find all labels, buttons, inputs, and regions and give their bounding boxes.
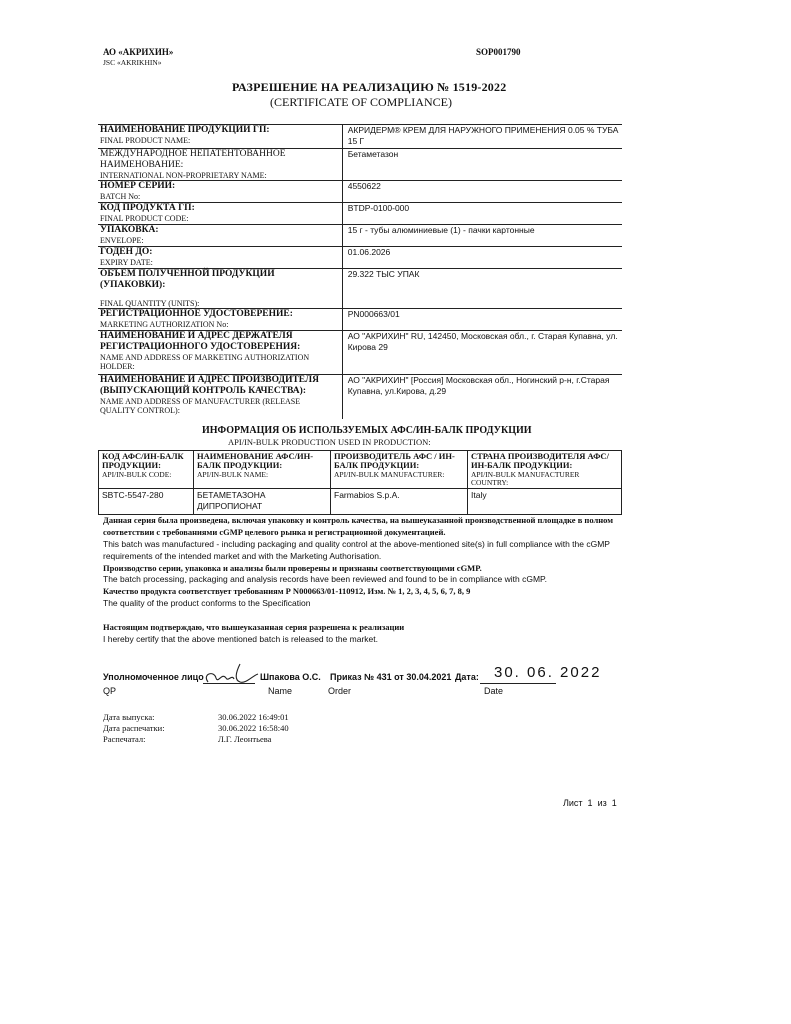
table-row [98,268,622,308]
table-row [99,489,622,515]
table-row [98,224,622,246]
quality-text-ru: Качество продукта соответствует требованиям Р N000663/01-110912, Изм. № 1, 2, 3, 4, 5, 6, 7, 8, 9 [103,586,471,597]
compliance-text-en: This batch was manufactured - including packaging and quality control at the above-mentioned site(s) in full compliance with the cGMP requirements of the intended market and with the Marketing Authorisation. [103,538,610,561]
print-date-label: Дата распечатки: [103,723,165,733]
table-row [98,246,622,268]
certificate-title: РАЗРЕШЕНИЕ НА РЕАЛИЗАЦИЮ № 1519-2022 [232,80,507,94]
page-number: Лист 1 из 1 [563,798,617,808]
table-row [98,202,622,224]
signed-date: 30. 06. 2022 [494,664,602,681]
row-value: АКРИДЕРМ® КРЕМ ДЛЯ НАРУЖНОГО ПРИМЕНЕНИЯ 0.05 % ТУБА 15 Г [342,125,622,149]
row-value: BTDP-0100-000 [342,202,622,224]
date-line [480,683,556,684]
api-section-subtitle: API/IN-BULK PRODUCTION USED IN PRODUCTION: [228,437,431,447]
row-label-en: FINAL PRODUCT NAME: [100,135,191,145]
compliance-text-ru: Данная серия была произведена, включая упаковку и контроль качества, на вышеуказанной производственной площадке в полном соответствии с требованиями cGMP целевого рынка и регистрационной документацией. [103,515,613,537]
row-label-ru: МЕЖДУНАРОДНОЕ НЕПАТЕНТОВАННОЕ НАИМЕНОВАНИЕ: [100,148,286,170]
row-label-ru: НАИМЕНОВАНИЕ И АДРЕС ДЕРЖАТЕЛЯ РЕГИСТРАЦИОННОГО УДОСТОВЕРЕНИЯ: [100,331,301,352]
row-label-ru: НАИМЕНОВАНИЕ И АДРЕС ПРОИЗВОДИТЕЛЯ (ВЫПУСКАЮЩИЙ КОНТРОЛЬ КАЧЕСТВА): [100,375,319,396]
row-value: Бетаметазон [342,148,622,180]
api-section-title: ИНФОРМАЦИЯ ОБ ИСПОЛЬЗУЕМЫХ АФС/ИН-БАЛК ПРОДУКЦИИ [202,425,532,436]
qp-name: Шпакова О.С. [260,672,321,682]
column-header-en: API/IN-BULK MANUFACTURER: [334,469,445,479]
api-manufacturer: Farmabios S.p.A. [331,489,468,515]
table-row [98,125,622,149]
product-info-table [98,124,622,419]
printed-by-label: Распечатал: [103,734,146,744]
order-label-en: Order [328,686,352,696]
row-label-en: FINAL PRODUCT CODE: [100,213,189,223]
table-header-row [99,451,622,489]
row-label-en: FINAL QUANTITY (UNITS): [100,298,200,308]
row-value: АО "АКРИХИН" RU, 142450, Московская обл., г. Старая Купавна, ул. Кирова 29 [342,331,622,375]
name-label-en: Name [268,686,293,696]
column-header-ru: НАИМЕНОВАНИЕ АФС/ИН-БАЛК ПРОДУКЦИИ: [197,451,314,471]
signature-line [203,683,255,684]
date-label: Дата: [455,672,479,682]
column-header-en: API/IN-BULK MANUFACTURER COUNTRY: [471,469,580,487]
row-label-ru: УПАКОВКА: [100,224,159,235]
row-value: АО "АКРИХИН" [Россия] Московская обл., Ногинский р-н, г.Старая Купавна, ул.Кирова, д.29 [342,375,622,419]
row-label-ru: НОМЕР СЕРИИ: [100,180,176,191]
issue-date-value: 30.06.2022 16:49:01 [218,712,289,722]
column-header-en: API/IN-BULK NAME: [197,469,269,479]
row-label-en: INTERNATIONAL NON-PROPRIETARY NAME: [100,170,267,180]
date-label-en: Date [484,686,504,696]
column-header-ru: ПРОИЗВОДИТЕЛЬ АФС / ИН-БАЛК ПРОДУКЦИИ: [334,451,455,471]
row-label-en: NAME AND ADDRESS OF MANUFACTURER (RELEASE QUALITY CONTROL): [100,396,301,416]
column-header-en: API/IN-BULK CODE: [102,469,172,479]
row-label-en: ENVELOPE: [100,235,144,245]
sop-number: SOP001790 [476,47,521,57]
company-name-en: JSC «AKRIKHIN» [103,58,162,67]
row-label-en: BATCH No: [100,191,141,201]
api-country: Italy [468,489,622,515]
review-text-ru: Производство серии, упаковка и анализы были проверены и признаны соответствующими cGMP. [103,562,482,573]
row-label-en: NAME AND ADDRESS OF MARKETING AUTHORIZATION HOLDER: [100,352,310,372]
row-value: 15 г - тубы алюминиевые (1) - пачки картонные [342,224,622,246]
certify-text-en: I hereby certify that the above mentioned batch is released to the market. [103,634,378,645]
table-row [98,180,622,202]
row-value: PN000663/01 [342,309,622,331]
row-label-en: EXPIRY DATE: [100,257,153,267]
print-date-value: 30.06.2022 16:58:40 [218,723,289,733]
issue-date-label: Дата выпуска: [103,712,155,722]
row-label-ru: НАИМЕНОВАНИЕ ПРОДУКЦИИ ГП: [100,125,270,135]
table-row [98,375,622,419]
printed-by-value: Л.Г. Леонтьева [218,734,272,744]
row-label-ru: РЕГИСТРАЦИОННОЕ УДОСТОВЕРЕНИЕ: [100,309,293,319]
table-row [98,331,622,375]
api-table [98,450,622,515]
row-label-ru: ГОДЕН ДО: [100,246,153,257]
api-name: БЕТАМЕТАЗОНА ДИПРОПИОНАТ [194,489,331,515]
row-value: 01.06.2026 [342,246,622,268]
column-header-ru: СТРАНА ПРОИЗВОДИТЕЛЯ АФС/ИН-БАЛК ПРОДУКЦИИ: [471,451,609,471]
row-value: 29.322 ТЫС УПАК [342,268,622,308]
company-name-ru: АО «АКРИХИН» [103,47,174,57]
row-label-ru: КОД ПРОДУКТА ГП: [100,202,195,213]
table-row [98,148,622,180]
table-row [98,309,622,331]
certify-text-ru: Настоящим подтверждаю, что вышеуказанная серия разрешена к реализации [103,622,405,633]
review-text-en: The batch processing, packaging and analysis records have been reviewed and found to be in compliance with cGMP. [103,574,547,585]
qp-label: Уполномоченное лицо [103,672,204,682]
api-code: SBTC-5547-280 [99,489,194,515]
row-value: 4550622 [342,180,622,202]
order-text: Приказ № 431 от 30.04.2021 [330,672,452,682]
qp-label-en: QP [103,686,117,696]
quality-text-en: The quality of the product conforms to the Specification [103,598,311,609]
row-label-en: MARKETING AUTHORIZATION No: [100,319,229,329]
row-label-ru: ОБЪЕМ ПОЛУЧЕННОЙ ПРОДУКЦИИ (УПАКОВКИ): [100,268,275,290]
certificate-subtitle: (CERTIFICATE OF COMPLIANCE) [270,95,452,109]
column-header-ru: КОД АФС/ИН-БАЛК ПРОДУКЦИИ: [102,451,184,471]
